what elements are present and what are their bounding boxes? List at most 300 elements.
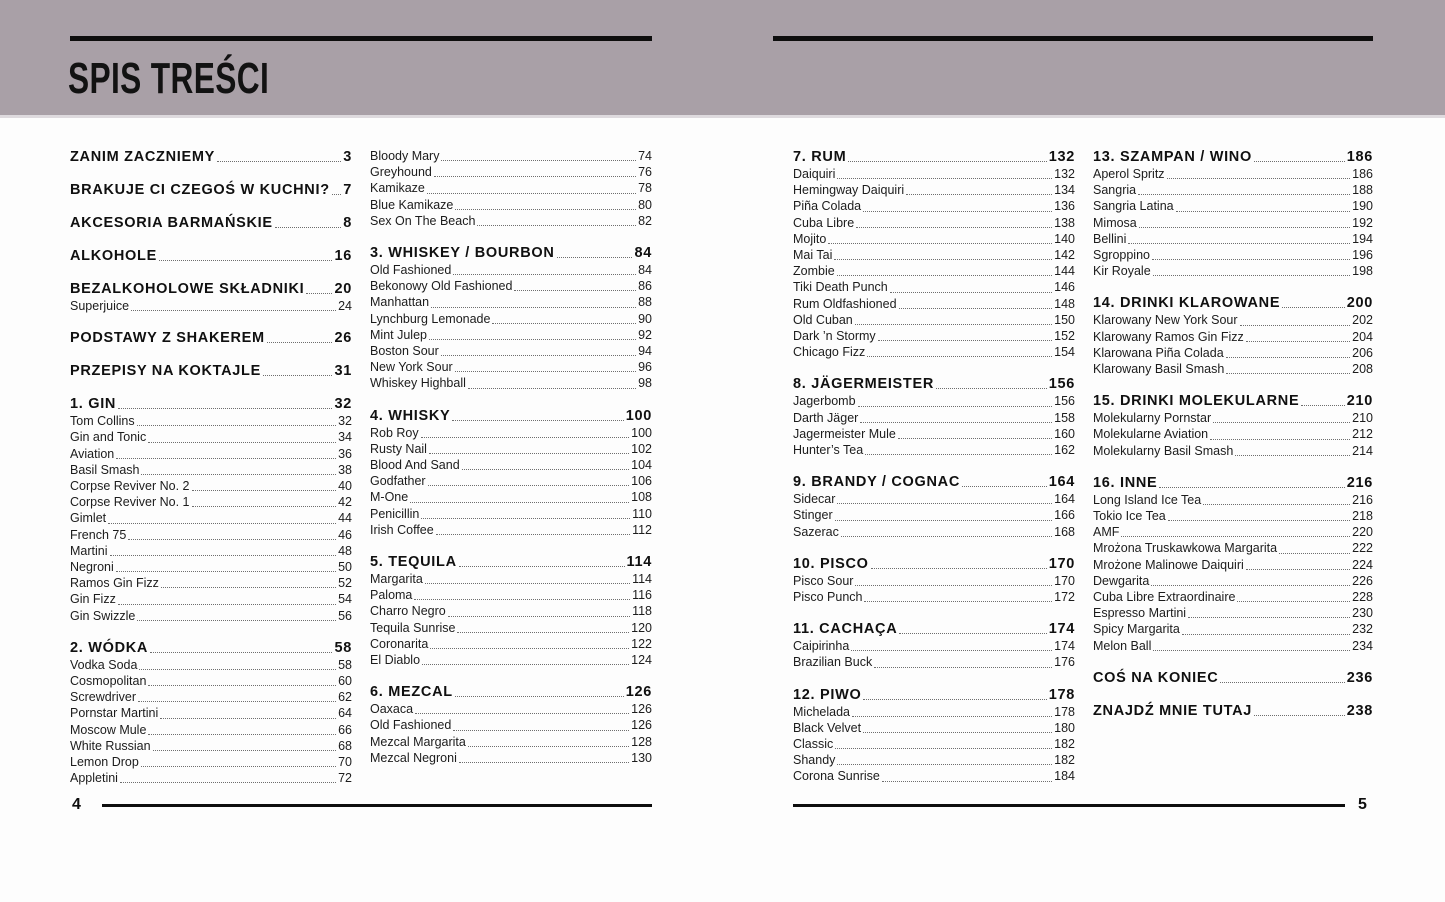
toc-entry-label: ALKOHOLE bbox=[70, 248, 157, 264]
toc-entry-page-number: 178 bbox=[1054, 704, 1075, 719]
toc-entry-label: Darth Jäger bbox=[793, 410, 859, 425]
toc-entry-label: Melon Ball bbox=[1093, 638, 1152, 653]
toc-entry-page-number: 130 bbox=[631, 750, 652, 765]
toc-item-entry bbox=[70, 510, 352, 526]
toc-entry-label: Espresso Martini bbox=[1093, 606, 1187, 621]
toc-entry-label: Sex On The Beach bbox=[370, 213, 476, 228]
toc-entry-label: Black Velvet bbox=[793, 720, 862, 735]
toc-entry-page-number: 224 bbox=[1352, 557, 1373, 572]
dotted-leader bbox=[835, 748, 1052, 749]
toc-entry-label: Mrożone Malinowe Daiquiri bbox=[1093, 557, 1244, 572]
toc-entry-label: Old Fashioned bbox=[370, 718, 452, 733]
toc-entry-page-number: 36 bbox=[338, 446, 352, 461]
toc-entry-label: Mimosa bbox=[1093, 215, 1137, 230]
toc-entry-page-number: 116 bbox=[632, 588, 652, 603]
toc-section-entry bbox=[70, 214, 352, 232]
toc-entry-label: Sgroppino bbox=[1093, 248, 1150, 263]
toc-entry-page-number: 184 bbox=[1054, 769, 1075, 784]
dotted-leader bbox=[275, 227, 341, 228]
toc-entry-label: Appletini bbox=[70, 771, 118, 786]
toc-item-entry bbox=[793, 198, 1075, 214]
toc-entry-page-number: 54 bbox=[338, 592, 352, 607]
toc-entry-page-number: 238 bbox=[1346, 702, 1373, 719]
toc-entry-label: Sazerac bbox=[793, 524, 839, 539]
dotted-leader bbox=[855, 585, 1052, 586]
toc-entry-label: Spicy Margarita bbox=[1093, 622, 1180, 637]
toc-entry-page-number: 126 bbox=[631, 718, 652, 733]
toc-entry-label: Paloma bbox=[370, 588, 413, 603]
toc-entry-page-number: 166 bbox=[1054, 508, 1075, 523]
dotted-leader bbox=[332, 194, 341, 195]
toc-item-entry bbox=[70, 446, 352, 462]
toc-entry-page-number: 24 bbox=[338, 299, 352, 313]
toc-entry-label: Brazilian Buck bbox=[793, 655, 873, 670]
toc-entry-page-number: 92 bbox=[638, 327, 652, 342]
toc-entry-page-number: 230 bbox=[1352, 606, 1373, 621]
toc-entry-label: Lynchburg Lemonade bbox=[370, 311, 491, 326]
toc-entry-page-number: 132 bbox=[1054, 167, 1075, 181]
dotted-leader bbox=[1153, 650, 1350, 651]
toc-item-entry bbox=[370, 636, 652, 652]
toc-entry-label: Ramos Gin Fizz bbox=[70, 576, 159, 591]
dotted-leader bbox=[468, 746, 629, 747]
toc-entry-label: Bloody Mary bbox=[370, 149, 440, 163]
toc-entry-label: 2. WÓDKA bbox=[70, 639, 149, 656]
toc-entry-page-number: 84 bbox=[634, 245, 652, 262]
toc-entry-page-number: 134 bbox=[1054, 183, 1075, 198]
toc-entry-page-number: 118 bbox=[632, 604, 652, 619]
dotted-leader bbox=[434, 176, 636, 177]
toc-entry-page-number: 96 bbox=[638, 360, 652, 375]
dotted-leader bbox=[453, 274, 636, 275]
toc-entry-label: Hunter’s Tea bbox=[793, 443, 864, 458]
toc-entry-label: Mojito bbox=[793, 231, 827, 246]
toc-entry-page-number: 82 bbox=[638, 213, 652, 228]
toc-item-entry bbox=[70, 591, 352, 607]
toc-item-entry bbox=[70, 738, 352, 754]
toc-entry-page-number: 180 bbox=[1054, 720, 1075, 735]
toc-item-entry bbox=[370, 620, 652, 636]
dotted-leader bbox=[108, 523, 336, 524]
toc-item-entry bbox=[1093, 166, 1373, 182]
toc-item-entry bbox=[370, 750, 652, 766]
toc-entry-label: Mezcal Margarita bbox=[370, 734, 466, 749]
toc-entry-page-number: 154 bbox=[1054, 345, 1075, 360]
dotted-leader bbox=[459, 762, 629, 763]
toc-entry-label: Molekularny Pornstar bbox=[1093, 411, 1212, 426]
toc-item-entry bbox=[793, 182, 1075, 198]
toc-item-entry bbox=[370, 473, 652, 489]
dotted-leader bbox=[1153, 275, 1350, 276]
toc-item-entry bbox=[1093, 589, 1373, 605]
toc-item-entry bbox=[1093, 605, 1373, 621]
toc-entry-page-number: 124 bbox=[631, 653, 652, 668]
dotted-leader bbox=[837, 764, 1052, 765]
toc-section-entry bbox=[70, 362, 352, 380]
toc-item-entry bbox=[70, 478, 352, 494]
toc-entry-label: Gimlet bbox=[70, 511, 107, 526]
dotted-leader bbox=[1182, 634, 1350, 635]
toc-entry-label: 4. WHISKY bbox=[370, 407, 451, 424]
toc-entry-page-number: 98 bbox=[638, 376, 652, 391]
toc-entry-page-number: 172 bbox=[1054, 590, 1075, 605]
toc-item-entry bbox=[370, 506, 652, 522]
toc-entry-label: Gin and Tonic bbox=[70, 430, 147, 445]
toc-entry-label: 15. DRINKI MOLEKULARNE bbox=[1093, 393, 1300, 410]
toc-entry-label: Shandy bbox=[793, 753, 836, 768]
dotted-leader bbox=[441, 355, 636, 356]
toc-entry-page-number: 196 bbox=[1352, 248, 1373, 263]
toc-entry-page-number: 152 bbox=[1054, 329, 1075, 344]
toc-entry-label: Gin Swizzle bbox=[70, 608, 136, 623]
toc-entry-label: 1. GIN bbox=[70, 396, 117, 413]
toc-entry-page-number: 138 bbox=[1054, 215, 1075, 230]
toc-entry-page-number: 178 bbox=[1048, 686, 1075, 703]
toc-entry-label: M-One bbox=[370, 490, 409, 505]
toc-item-entry bbox=[370, 148, 652, 164]
toc-entry-page-number: 212 bbox=[1352, 427, 1373, 442]
toc-entry-label: BEZALKOHOLOWE SKŁADNIKI bbox=[70, 281, 305, 297]
toc-entry-label: Kir Royale bbox=[1093, 264, 1151, 279]
toc-entry-page-number: 174 bbox=[1054, 639, 1075, 654]
right-page-number: 5 bbox=[1358, 796, 1367, 813]
dotted-leader bbox=[865, 454, 1052, 455]
toc-entry-label: Mai Tai bbox=[793, 248, 833, 263]
toc-section-entry bbox=[1093, 294, 1373, 312]
toc-entry-label: AKCESORIA BARMAŃSKIE bbox=[70, 215, 273, 231]
toc-entry-label: French 75 bbox=[70, 527, 127, 542]
toc-entry-label: Aviation bbox=[70, 446, 115, 461]
toc-entry-page-number: 160 bbox=[1054, 426, 1075, 441]
toc-entry-page-number: 208 bbox=[1352, 362, 1373, 377]
toc-entry-label: Godfather bbox=[370, 474, 426, 489]
toc-item-entry bbox=[1093, 198, 1373, 214]
dotted-leader bbox=[141, 766, 336, 767]
toc-entry-label: 6. MEZCAL bbox=[370, 684, 453, 701]
toc-item-entry bbox=[1093, 361, 1373, 377]
toc-entry-label: ZANIM ZACZNIEMY bbox=[70, 149, 216, 165]
toc-item-entry bbox=[370, 294, 652, 310]
dotted-leader bbox=[1121, 536, 1350, 537]
toc-entry-label: New York Sour bbox=[370, 360, 453, 375]
toc-entry-page-number: 66 bbox=[338, 722, 352, 737]
toc-column-2 bbox=[370, 148, 652, 786]
toc-entry-page-number: 198 bbox=[1352, 264, 1373, 279]
toc-column-3 bbox=[793, 148, 1075, 785]
toc-entry-page-number: 120 bbox=[631, 620, 652, 635]
dotted-leader bbox=[153, 750, 337, 751]
toc-entry-label: Tom Collins bbox=[70, 414, 135, 429]
dotted-leader bbox=[874, 667, 1052, 668]
toc-item-entry bbox=[70, 770, 352, 786]
dotted-leader bbox=[1210, 439, 1350, 440]
dotted-leader bbox=[263, 375, 332, 376]
toc-item-entry bbox=[1093, 312, 1373, 328]
toc-left-page bbox=[70, 148, 652, 786]
toc-entry-label: El Diablo bbox=[370, 653, 421, 668]
toc-entry-label: 16. INNE bbox=[1093, 474, 1158, 491]
dotted-leader bbox=[492, 323, 636, 324]
dotted-leader bbox=[131, 310, 336, 311]
toc-entry-label: 9. BRANDY / COGNAC bbox=[793, 474, 961, 491]
toc-item-entry bbox=[1093, 557, 1373, 573]
dotted-leader bbox=[217, 161, 341, 162]
toc-item-entry bbox=[70, 575, 352, 591]
toc-entry-page-number: 236 bbox=[1346, 669, 1373, 686]
dotted-leader bbox=[1151, 585, 1350, 586]
dotted-leader bbox=[468, 388, 636, 389]
toc-item-entry bbox=[1093, 508, 1373, 524]
toc-entry-label: Michelada bbox=[793, 704, 850, 719]
toc-section-entry bbox=[70, 329, 352, 347]
toc-item-entry bbox=[793, 507, 1075, 523]
toc-entry-page-number: 68 bbox=[338, 738, 352, 753]
dotted-leader bbox=[898, 438, 1052, 439]
toc-entry-page-number: 234 bbox=[1352, 638, 1373, 653]
header-rule-right bbox=[773, 36, 1373, 41]
dotted-leader bbox=[1254, 161, 1345, 162]
dotted-leader bbox=[1138, 194, 1350, 195]
header-banner bbox=[0, 0, 1445, 118]
toc-item-entry bbox=[793, 215, 1075, 231]
dotted-leader bbox=[459, 566, 625, 567]
toc-entry-page-number: 102 bbox=[631, 441, 652, 456]
dotted-leader bbox=[882, 781, 1052, 782]
toc-entry-page-number: 144 bbox=[1054, 264, 1075, 279]
dotted-leader bbox=[267, 342, 333, 343]
toc-entry-label: Molekularne Aviation bbox=[1093, 427, 1209, 442]
dotted-leader bbox=[1128, 243, 1350, 244]
dotted-leader bbox=[139, 669, 336, 670]
toc-entry-page-number: 186 bbox=[1346, 149, 1373, 165]
toc-entry-page-number: 50 bbox=[338, 560, 352, 575]
dotted-leader bbox=[422, 664, 629, 665]
toc-entry-label: Cosmopolitan bbox=[70, 674, 147, 689]
dotted-leader bbox=[1246, 341, 1350, 342]
dotted-leader bbox=[936, 388, 1047, 389]
toc-item-entry bbox=[793, 279, 1075, 295]
dotted-leader bbox=[1139, 227, 1350, 228]
toc-entry-label: Zombie bbox=[793, 264, 835, 279]
dotted-leader bbox=[116, 571, 336, 572]
toc-entry-page-number: 110 bbox=[632, 506, 652, 521]
toc-item-entry bbox=[70, 413, 352, 429]
toc-item-entry bbox=[793, 410, 1075, 426]
toc-entry-label: Sidecar bbox=[793, 492, 836, 507]
toc-entry-page-number: 132 bbox=[1048, 149, 1075, 165]
dotted-leader bbox=[848, 161, 1046, 162]
toc-section-entry bbox=[70, 247, 352, 265]
toc-entry-page-number: 114 bbox=[632, 572, 652, 587]
toc-entry-page-number: 26 bbox=[334, 330, 352, 347]
toc-entry-label: Pisco Sour bbox=[793, 573, 854, 588]
toc-item-entry bbox=[70, 527, 352, 543]
toc-item-entry bbox=[1093, 492, 1373, 508]
toc-entry-label: Caipirinha bbox=[793, 639, 850, 654]
toc-entry-page-number: 218 bbox=[1352, 509, 1373, 524]
header-rule-left bbox=[70, 36, 652, 41]
toc-entry-page-number: 216 bbox=[1352, 492, 1373, 507]
dotted-leader bbox=[148, 734, 336, 735]
toc-entry-page-number: 86 bbox=[638, 279, 652, 294]
dotted-leader bbox=[159, 260, 333, 261]
toc-item-entry bbox=[70, 494, 352, 510]
toc-entry-label: Klarowany Basil Smash bbox=[1093, 362, 1225, 377]
toc-item-entry bbox=[1093, 231, 1373, 247]
left-page-number: 4 bbox=[72, 796, 81, 813]
toc-section-entry bbox=[793, 686, 1075, 704]
toc-entry-page-number: 216 bbox=[1346, 474, 1373, 491]
dotted-leader bbox=[455, 696, 624, 697]
toc-entry-page-number: 52 bbox=[338, 576, 352, 591]
dotted-leader bbox=[1235, 455, 1350, 456]
toc-entry-page-number: 142 bbox=[1054, 248, 1075, 263]
dotted-leader bbox=[141, 474, 336, 475]
toc-item-entry bbox=[1093, 443, 1373, 459]
dotted-leader bbox=[1152, 259, 1350, 260]
toc-entry-page-number: 168 bbox=[1054, 524, 1075, 539]
toc-entry-label: Manhattan bbox=[370, 295, 430, 310]
toc-entry-label: 10. PISCO bbox=[793, 555, 869, 572]
toc-item-entry bbox=[793, 328, 1075, 344]
toc-entry-page-number: 62 bbox=[338, 690, 352, 705]
toc-item-entry bbox=[70, 462, 352, 478]
toc-section-entry bbox=[1093, 148, 1373, 166]
toc-entry-page-number: 74 bbox=[638, 149, 652, 163]
dotted-leader bbox=[851, 650, 1052, 651]
toc-entry-label: Blue Kamikaze bbox=[370, 197, 454, 212]
toc-entry-label: Dewgarita bbox=[1093, 573, 1150, 588]
toc-item-entry bbox=[1093, 215, 1373, 231]
toc-entry-label: Mezcal Negroni bbox=[370, 750, 457, 765]
dotted-leader bbox=[477, 225, 636, 226]
toc-item-entry bbox=[370, 489, 652, 505]
toc-item-entry bbox=[70, 429, 352, 445]
toc-entry-page-number: 100 bbox=[625, 407, 652, 424]
dotted-leader bbox=[457, 632, 629, 633]
toc-item-entry bbox=[1093, 329, 1373, 345]
toc-entry-page-number: 76 bbox=[638, 165, 652, 180]
toc-item-entry bbox=[70, 673, 352, 689]
toc-section-entry bbox=[1093, 669, 1373, 687]
toc-item-entry bbox=[370, 213, 652, 229]
toc-entry-page-number: 136 bbox=[1054, 199, 1075, 214]
toc-section-entry bbox=[70, 395, 352, 413]
toc-item-entry bbox=[70, 543, 352, 559]
toc-entry-label: AMF bbox=[1093, 525, 1120, 540]
dotted-leader bbox=[192, 506, 337, 507]
toc-entry-label: Classic bbox=[793, 737, 834, 752]
toc-entry-page-number: 228 bbox=[1352, 590, 1373, 605]
toc-item-entry bbox=[370, 425, 652, 441]
toc-entry-label: Blood And Sand bbox=[370, 458, 460, 473]
toc-item-entry bbox=[793, 426, 1075, 442]
toc-entry-page-number: 210 bbox=[1346, 393, 1373, 410]
toc-entry-label: Greyhound bbox=[370, 165, 432, 180]
dotted-leader bbox=[962, 486, 1047, 487]
toc-section-entry bbox=[1093, 474, 1373, 492]
dotted-leader bbox=[835, 520, 1053, 521]
dotted-leader bbox=[1279, 553, 1350, 554]
toc-section-entry bbox=[70, 280, 352, 298]
toc-section-entry bbox=[70, 181, 352, 199]
dotted-leader bbox=[841, 536, 1052, 537]
toc-entry-label: Martini bbox=[70, 543, 108, 558]
toc-entry-page-number: 170 bbox=[1048, 555, 1075, 572]
toc-item-entry bbox=[1093, 524, 1373, 540]
toc-item-entry bbox=[70, 559, 352, 575]
toc-entry-page-number: 60 bbox=[338, 674, 352, 689]
toc-entry-label: Piña Colada bbox=[793, 199, 862, 214]
toc-entry-page-number: 202 bbox=[1352, 313, 1373, 328]
toc-entry-page-number: 200 bbox=[1346, 295, 1373, 312]
toc-item-entry bbox=[793, 736, 1075, 752]
toc-entry-page-number: 214 bbox=[1352, 443, 1373, 458]
toc-item-entry bbox=[70, 722, 352, 738]
toc-entry-page-number: 40 bbox=[338, 479, 352, 494]
dotted-leader bbox=[1176, 211, 1351, 212]
toc-item-entry bbox=[370, 278, 652, 294]
toc-entry-page-number: 46 bbox=[338, 527, 352, 542]
toc-entry-page-number: 164 bbox=[1048, 474, 1075, 491]
toc-entry-label: Irish Coffee bbox=[370, 522, 434, 537]
toc-entry-label: Mrożona Truskawkowa Margarita bbox=[1093, 541, 1278, 556]
toc-right-page bbox=[793, 148, 1373, 785]
toc-item-entry bbox=[370, 180, 652, 196]
toc-item-entry bbox=[370, 311, 652, 327]
toc-entry-label: 3. WHISKEY / BOURBON bbox=[370, 245, 555, 262]
dotted-leader bbox=[137, 425, 336, 426]
toc-item-entry bbox=[793, 491, 1075, 507]
toc-item-entry bbox=[1093, 621, 1373, 637]
toc-entry-label: Tokio Ice Tea bbox=[1093, 509, 1166, 524]
toc-item-entry bbox=[1093, 426, 1373, 442]
toc-item-entry bbox=[370, 359, 652, 375]
dotted-leader bbox=[1167, 178, 1351, 179]
dotted-leader bbox=[899, 308, 1053, 309]
dotted-leader bbox=[834, 259, 1052, 260]
toc-column-4 bbox=[1093, 148, 1373, 785]
dotted-leader bbox=[414, 599, 630, 600]
dotted-leader bbox=[429, 339, 636, 340]
toc-item-entry bbox=[793, 589, 1075, 605]
toc-entry-page-number: 7 bbox=[343, 182, 352, 198]
toc-section-entry bbox=[70, 148, 352, 166]
toc-entry-label: Klarowany New York Sour bbox=[1093, 313, 1238, 328]
toc-entry-label: Kamikaze bbox=[370, 181, 425, 196]
toc-entry-page-number: 204 bbox=[1352, 329, 1373, 344]
dotted-leader bbox=[110, 555, 337, 556]
dotted-leader bbox=[514, 290, 636, 291]
toc-entry-page-number: 192 bbox=[1352, 215, 1373, 230]
dotted-leader bbox=[863, 211, 1052, 212]
toc-section-entry bbox=[370, 244, 652, 262]
dotted-leader bbox=[148, 442, 336, 443]
dotted-leader bbox=[160, 718, 336, 719]
toc-item-entry bbox=[793, 638, 1075, 654]
toc-item-entry bbox=[370, 603, 652, 619]
toc-entry-page-number: 182 bbox=[1054, 737, 1075, 752]
toc-entry-page-number: 80 bbox=[638, 197, 652, 212]
toc-entry-label: Whiskey Highball bbox=[370, 376, 466, 391]
toc-entry-page-number: 8 bbox=[343, 215, 352, 231]
toc-entry-page-number: 90 bbox=[638, 311, 652, 326]
toc-item-entry bbox=[70, 608, 352, 624]
toc-item-entry bbox=[793, 231, 1075, 247]
toc-item-entry bbox=[1093, 182, 1373, 198]
dotted-leader bbox=[148, 685, 336, 686]
toc-entry-label: Oaxaca bbox=[370, 702, 414, 717]
